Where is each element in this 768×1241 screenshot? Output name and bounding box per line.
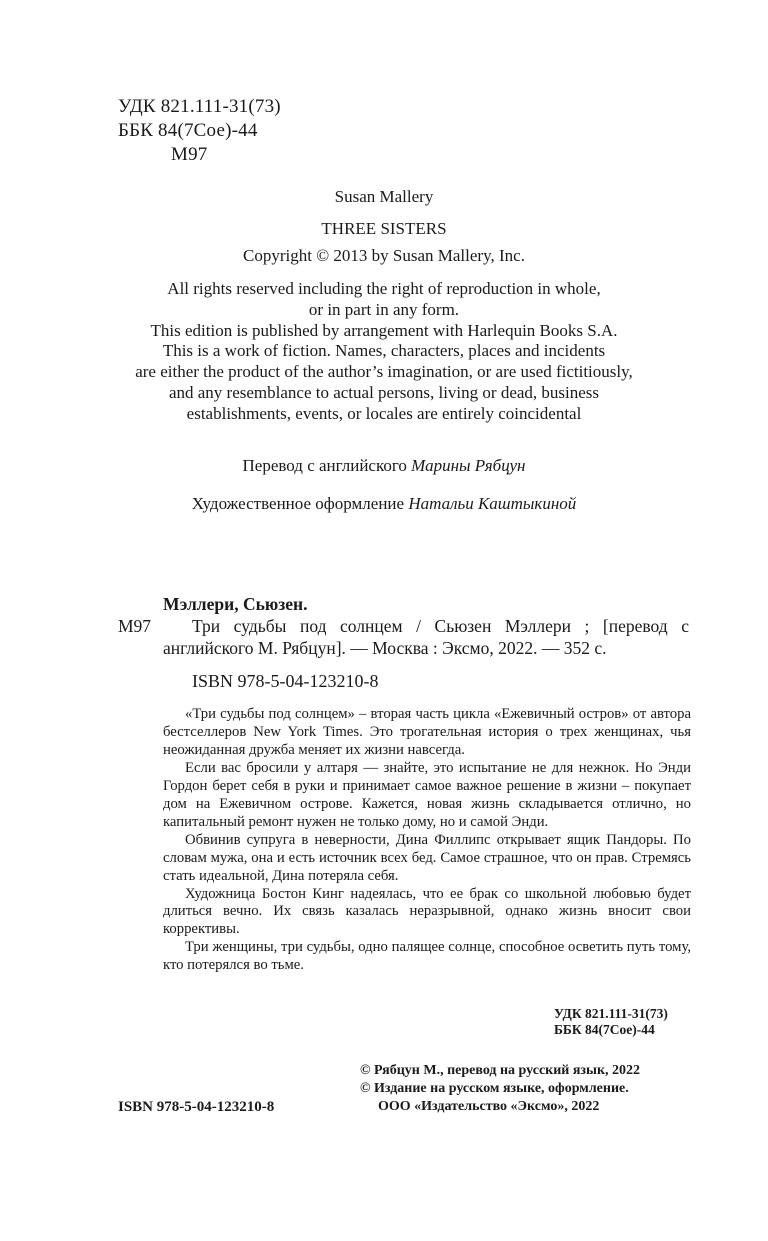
- bib-heading: Мэллери, Сьюзен.: [163, 594, 308, 614]
- design-credit: [0, 494, 768, 514]
- original-author: Susan Mallery: [334, 187, 434, 206]
- rights-line: and any resemblance to actual persons, living or dead, business: [168, 382, 600, 402]
- annotation-paragraph: Обвинив супруга в неверности, Дина Филлипс открывает ящик Пандоры. По словам мужа, она и есть источник всех бед. Самое страшное, что он прав. Стремясь стать идеальной, Дина потеряла себя.: [163, 831, 691, 884]
- author-mark: М97: [171, 144, 208, 165]
- designer-name: Натальи Каштыкиной: [408, 494, 577, 513]
- rights-line: This is a work of fiction. Names, characters, places and incidents: [162, 341, 606, 361]
- annotation-paragraph: Художница Бостон Кинг надеялась, что ее брак со школьной любовью будет длиться вечно. Их связь казалась неразрывной, однако жизнь вносит свои коррективы.: [163, 885, 691, 938]
- translation-credit: [0, 456, 768, 476]
- bottom-udk-code: УДК 821.111-31(73): [554, 1006, 668, 1021]
- original-copyright: Copyright © 2013 by Susan Mallery, Inc.: [243, 246, 525, 265]
- rights-line: or in part in any form.: [308, 299, 460, 319]
- bottom-bbk-code: ББК 84(7Сое)-44: [554, 1022, 655, 1037]
- annotation-paragraph: «Три судьбы под солнцем» – вторая часть цикла «Ежевичный остров» от автора бестселлеров New York Times. Это трогательная история о трех женщинах, чья неожиданная дружба меняет их жизни навсегда.: [163, 706, 691, 758]
- translation-copyright: © Рябцун М., перевод на русский язык, 2022: [360, 1063, 641, 1078]
- original-title: THREE SISTERS: [321, 219, 447, 238]
- bib-line-2: английского М. Рябцун]. — Москва : Эксмо, 2022. — 352 с.: [163, 638, 607, 658]
- rights-line: All rights reserved including the right of reproduction in whole,: [167, 279, 601, 298]
- annotation-paragraph: Если вас бросили у алтаря — знайте, это испытание не для нежнок. Но Энди Гордон берет себя в руки и принимает самое важное решение в жизни – покупает дом на Ежевичном острове. Кажется, новая жизнь складывается отлично, но капитальный ремонт нужен не только дому, но и самой Энди.: [163, 759, 691, 830]
- annotation-paragraph: Три женщины, три судьбы, одно палящее солнце, способное осветить путь тому, кто потерялся во тьме.: [163, 939, 691, 974]
- rights-line: establishments, events, or locales are entirely coincidental: [186, 403, 582, 423]
- bib-isbn: ISBN 978-5-04-123210-8: [192, 671, 379, 691]
- bib-line-1: Три судьбы под солнцем / Сьюзен Мэллери ; [перевод с: [192, 616, 689, 636]
- bbk-code: ББК 84(7Сое)-44: [118, 120, 258, 141]
- rights-line: are either the product of the author’s imagination, or are used fictitiously,: [135, 362, 633, 382]
- footer-isbn: ISBN 978-5-04-123210-8: [118, 1099, 275, 1115]
- bib-mark: М97: [118, 616, 152, 636]
- annotation: [163, 706, 691, 975]
- rights-statement: [0, 279, 768, 425]
- rights-line: This edition is published by arrangement with Harlequin Books S.A.: [150, 320, 618, 340]
- udk-code: УДК 821.111-31(73): [118, 96, 281, 117]
- translation-label: Перевод с английского: [242, 456, 407, 475]
- edition-copyright: © Издание на русском языке, оформление.: [360, 1081, 629, 1096]
- design-label: Художественное оформление: [191, 494, 405, 513]
- publisher-copyright: ООО «Издательство «Эксмо», 2022: [378, 1099, 600, 1114]
- translator-name: Марины Рябцун: [411, 456, 526, 475]
